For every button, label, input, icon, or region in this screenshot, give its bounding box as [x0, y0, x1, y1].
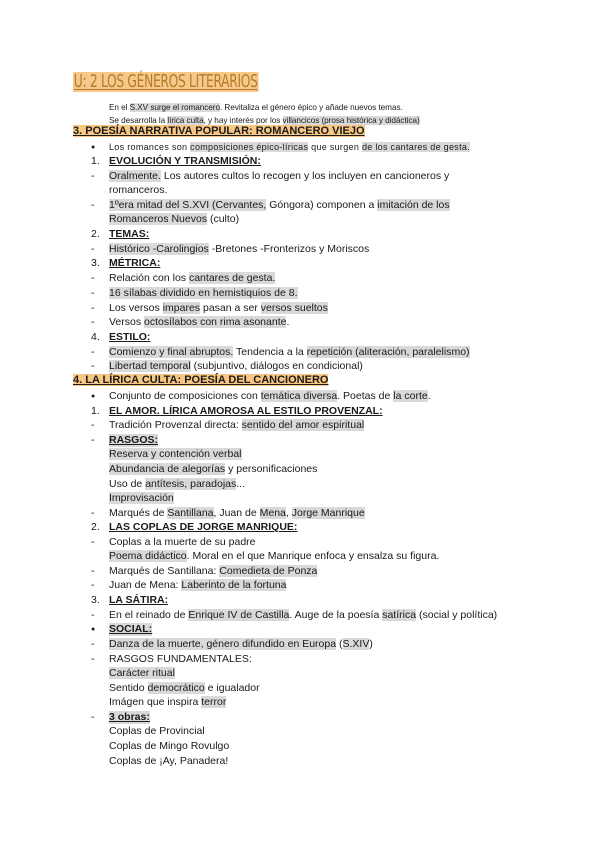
section3-heading [73, 125, 365, 138]
list-marker: 1. [91, 405, 100, 417]
highlighted-text: Comienzo y final abruptos. [109, 346, 234, 358]
highlighted-text: Poema didáctico [109, 550, 187, 562]
list-marker: ● [91, 626, 96, 633]
text-run: Coplas de Provincial [109, 725, 205, 737]
subheading-label: 3 obras: [109, 711, 150, 723]
highlighted-text: 1ºera mitad del S.XVI (Cervantes, [109, 199, 267, 211]
text-run: En el [109, 103, 130, 112]
subheading-label: SOCIAL: [109, 623, 153, 635]
subheading-label: ESTILO: [109, 331, 151, 343]
highlighted-text: Comedieta de Ponza [219, 565, 318, 577]
list-item-text [109, 653, 252, 666]
list-marker: 1. [91, 155, 100, 167]
text-run: Se desarrolla la [109, 116, 168, 125]
text-run: que surgen [308, 142, 362, 152]
list-marker: - [91, 507, 95, 519]
list-marker: - [91, 434, 95, 446]
list-marker: 2. [91, 521, 100, 533]
highlighted-text: antítesis, paradojas [145, 478, 237, 490]
list-item-text [109, 565, 317, 578]
list-item-text [109, 184, 167, 197]
list-marker: - [91, 302, 95, 314]
highlighted-text: Laberinto de la fortuna [181, 579, 287, 591]
list-marker: - [91, 199, 95, 211]
list-marker: ● [91, 144, 96, 151]
list-marker: ● [91, 393, 96, 400]
highlighted-text: composiciones épico-líricas [190, 142, 309, 152]
text-run: . Revitaliza el género épico y añade nuevos temas. [219, 103, 403, 112]
text-run: (social y política) [416, 609, 498, 621]
section-heading-text: 3. POESÍA NARRATIVA POPULAR: ROMANCERO VIEJO [73, 125, 365, 137]
subheading-label: TEMAS: [109, 228, 150, 240]
text-run: . Auge de la poesía [289, 609, 383, 621]
highlighted-text: Reserva y contención verbal [109, 448, 242, 460]
highlighted-text: repetición (aliteración, paralelismo) [306, 346, 470, 358]
highlighted-text: Carácter ritual [109, 667, 175, 679]
text-run: Góngora) componen a [266, 199, 378, 211]
highlighted-text: Histórico -Carolingios [109, 243, 209, 255]
subheading-label: LA SÁTIRA: [109, 594, 169, 606]
list-marker: - [91, 419, 95, 431]
text-run: . Moral en el que Manrique enfoca y ensalza su figura. [186, 550, 440, 562]
list-marker: - [91, 170, 95, 182]
list-marker: - [91, 346, 95, 358]
text-run: , [285, 507, 292, 519]
list-item-text [109, 448, 242, 461]
list-marker: 3. [91, 594, 100, 606]
highlighted-text: villancicos (prosa histórica y didáctica) [282, 116, 420, 125]
highlighted-text: Santillana [167, 507, 214, 519]
subheading-label: MÉTRICA: [109, 257, 161, 269]
section-heading-text: 4. LA LÍRICA CULTA: POESÍA DEL CANCIONERO [73, 374, 329, 386]
highlighted-text: Oralmente. [109, 170, 161, 182]
text-run: Imágen que inspira [109, 696, 202, 708]
highlighted-text: la corte [393, 390, 428, 402]
list-item-text [109, 213, 239, 226]
list-item-text [109, 390, 431, 403]
list-item-text [109, 725, 205, 738]
text-run: , y hay interés por los [203, 116, 283, 125]
list-item-text [109, 346, 470, 359]
list-marker: - [91, 316, 95, 328]
text-run: Uso de [109, 478, 146, 490]
highlighted-text: Danza de la muerte, género difundido en Europa [109, 638, 337, 650]
text-run: ) [369, 638, 373, 650]
list-item-text [109, 199, 450, 212]
highlighted-text: versos sueltos [260, 302, 328, 314]
highlighted-text: Improvisación [109, 492, 174, 504]
text-run: e igualador [204, 682, 260, 694]
list-item-text [109, 316, 289, 329]
text-run: Sentido [109, 682, 148, 694]
list-item-text [109, 492, 174, 505]
text-run: . Poetas de [337, 390, 394, 402]
list-marker: 2. [91, 228, 100, 240]
highlighted-text: de los cantares de gesta. [361, 142, 471, 152]
list-item-text [109, 478, 245, 491]
list-item-text [109, 302, 328, 315]
text-run: Relación con los [109, 272, 189, 284]
list-item-text [109, 507, 365, 520]
text-run: , Juan de [213, 507, 260, 519]
list-item-text [109, 141, 470, 154]
subheading-suffix: : [156, 257, 161, 269]
list-item-text [109, 682, 260, 695]
list-marker: - [91, 287, 95, 299]
highlighted-text: S.XIV [342, 638, 370, 650]
text-run: Los versos [109, 302, 163, 314]
text-run: Coplas de Mingo Rovulgo [109, 740, 230, 752]
list-item-text [109, 360, 363, 373]
subheading-label: EVOLUCIÓN Y TRANSMISIÓN: [109, 155, 261, 167]
subheading-label: LAS COPLAS DE JORGE MANRIQUE: [109, 521, 298, 533]
subheading-label: RASGOS: [109, 434, 159, 446]
highlighted-text: 16 sílabas dividido en hemistiquios de 8. [109, 287, 298, 299]
highlighted-text: lírica culta [167, 116, 204, 125]
list-item-text [109, 536, 256, 549]
text-run: . [427, 390, 431, 402]
highlighted-text: democrático [147, 682, 205, 694]
list-item-text [109, 696, 226, 709]
list-item-text [109, 170, 449, 183]
highlighted-text: temática diversa [260, 390, 338, 402]
text-run: Marqués de [109, 507, 168, 519]
text-run: ... [236, 478, 246, 490]
list-marker: - [91, 565, 95, 577]
list-item-text [109, 419, 364, 432]
list-marker: - [91, 711, 95, 723]
list-item-text [109, 609, 497, 622]
list-item-text [109, 101, 403, 114]
list-item-text [109, 638, 373, 651]
text-run: Coplas a la muerte de su padre [109, 536, 256, 548]
list-marker: - [91, 579, 95, 591]
list-item-text [109, 740, 229, 753]
list-item-text [109, 243, 369, 256]
text-run: romanceros. [109, 184, 168, 196]
text-run: -Bretones -Fronterizos y Moriscos [208, 243, 370, 255]
text-run: (subjuntivo, diálogos en condicional) [190, 360, 363, 372]
highlighted-text: Romanceros Nuevos [109, 213, 208, 225]
list-item-text [109, 550, 439, 563]
list-item-text [109, 287, 298, 300]
highlighted-text: Enrique IV de Castilla [188, 609, 290, 621]
highlighted-text: impares [162, 302, 201, 314]
text-run: Conjunto de composiciones con [109, 390, 261, 402]
highlighted-text: terror [201, 696, 227, 708]
highlighted-text: Libertad temporal [109, 360, 191, 372]
text-run: Los autores cultos lo recogen y los incluyen en cancioneros y [160, 170, 450, 182]
list-marker: - [91, 609, 95, 621]
highlighted-text: octosílabos con rima asonante [144, 316, 287, 328]
highlighted-text: S.XV [129, 103, 149, 112]
list-item-text [109, 272, 275, 285]
text-run: En el reinado de [109, 609, 189, 621]
highlighted-text: surge el romancero [148, 103, 220, 112]
text-run: . [286, 316, 290, 328]
page-title: U: 2 LOS GÉNEROS LITERARIOS [73, 72, 258, 92]
text-run: Los romances son [109, 142, 191, 152]
subheading-label: EL AMOR. LÍRICA AMOROSA AL ESTILO PROVENZAL: [109, 405, 383, 417]
text-run: (culto) [207, 213, 240, 225]
highlighted-text: cantares de gesta. [188, 272, 276, 284]
list-item-text [109, 579, 286, 592]
highlighted-text: Mena [259, 507, 286, 519]
list-marker: - [91, 272, 95, 284]
list-marker: - [91, 243, 95, 255]
list-marker: - [91, 360, 95, 372]
text-run: Coplas de ¡Ay, Panadera! [109, 755, 229, 767]
list-marker: 3. [91, 257, 100, 269]
highlighted-text: sentido del amor espiritual [241, 419, 365, 431]
list-marker: - [91, 653, 95, 665]
text-run: pasan a ser [200, 302, 261, 314]
highlighted-text: Jorge Manrique [291, 507, 365, 519]
text-run: Juan de Mena: [109, 579, 182, 591]
list-item-text [109, 463, 317, 476]
highlighted-text: imitación de los [377, 199, 450, 211]
list-item-text [109, 755, 228, 768]
list-marker: - [91, 638, 95, 650]
list-marker: 4. [91, 331, 100, 343]
highlighted-text: satírica [382, 609, 417, 621]
text-run: Tradición Provenzal directa: [109, 419, 242, 431]
section4-heading [73, 374, 328, 387]
list-item-text [109, 667, 175, 680]
text-run: Tendencia a la [233, 346, 307, 358]
text-run: Marqués de Santillana: [109, 565, 220, 577]
list-marker: - [91, 536, 95, 548]
text-run: Versos [109, 316, 145, 328]
text-run: RASGOS FUNDAMENTALES: [109, 653, 252, 665]
text-run: ( [336, 638, 343, 650]
text-run: y personificaciones [225, 463, 318, 475]
highlighted-text: Abundancia de alegorías [109, 463, 226, 475]
